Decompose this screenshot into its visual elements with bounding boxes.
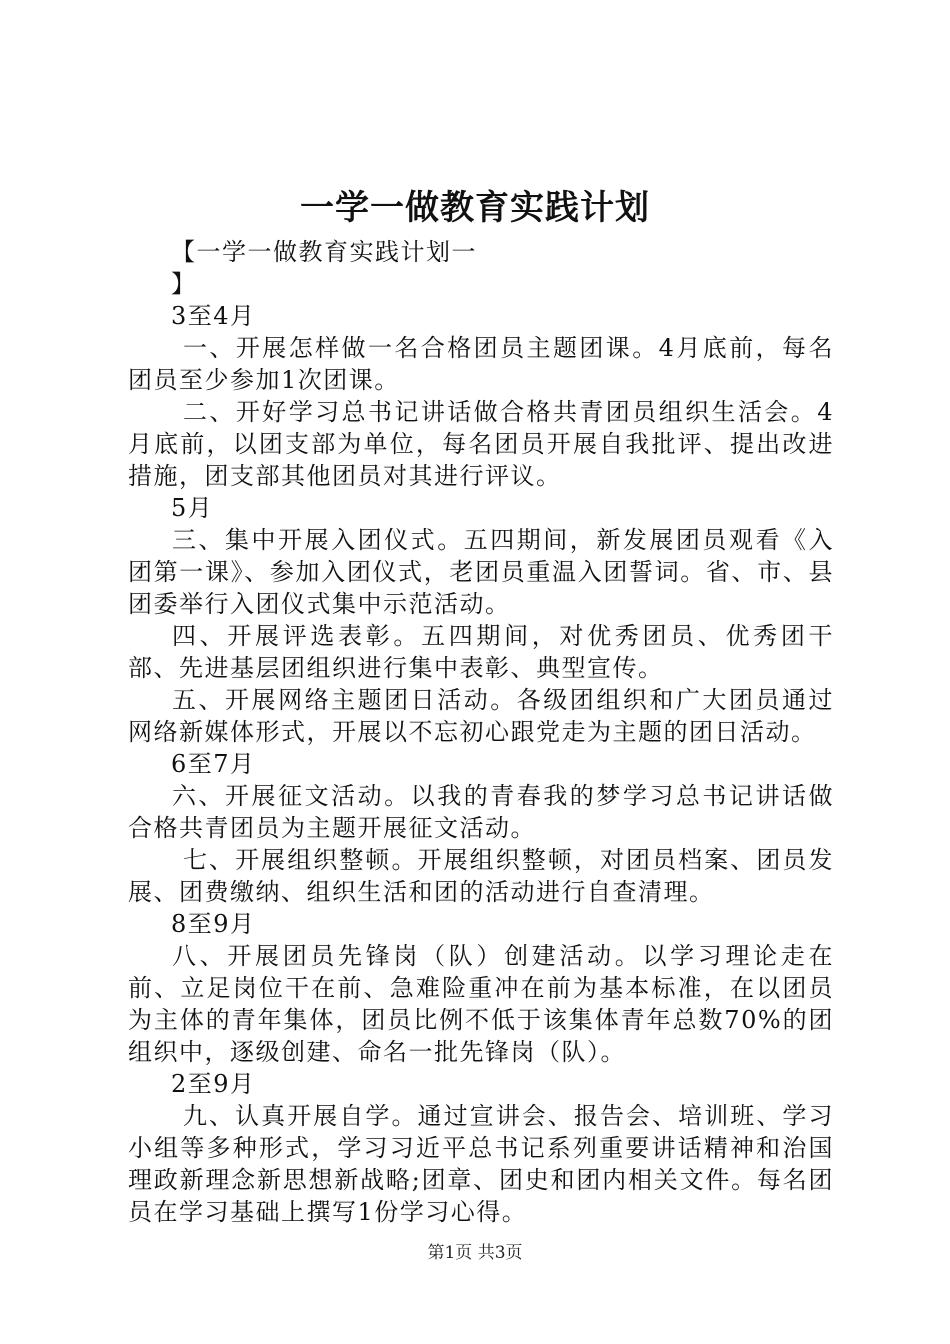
- paragraph: 九、认真开展自学。通过宣讲会、报告会、培训班、学习小组等多种形式，学习习近平总书记系列重要讲话精神和治国理政新理念新思想新战略;团章、团史和团内相关文件。每名团员在学习基础上撰写1份学习心得。: [128, 1102, 834, 1226]
- section-heading: 8至9月: [171, 910, 256, 938]
- subtitle-line: 【一学一做教育实践计划一: [171, 238, 477, 266]
- page-footer: 第1页 共3页: [427, 1243, 523, 1263]
- section-heading: 5月: [171, 494, 214, 522]
- paragraph: 七、开展组织整顿。开展组织整顿，对团员档案、团员发展、团费缴纳、组织生活和团的活动进行自查清理。: [128, 846, 834, 906]
- paragraph: 四、开展评选表彰。五四期间，对优秀团员、优秀团干部、先进基层团组织进行集中表彰、典型宣传。: [128, 622, 834, 682]
- document-body: [128, 236, 834, 1228]
- paragraph: 八、开展团员先锋岗（队）创建活动。以学习理论走在前、立足岗位干在前、急难险重冲在前为基本标准，在以团员为主体的青年集体，团员比例不低于该集体青年总数70%的团组织中，逐级创建、命名一批先锋岗（队）。: [128, 942, 834, 1066]
- section-heading: 3至4月: [171, 302, 256, 330]
- section-heading: 6至7月: [171, 750, 256, 778]
- paragraph: 三、集中开展入团仪式。五四期间，新发展团员观看《入团第一课》、参加入团仪式，老团员重温入团誓词。省、市、县团委举行入团仪式集中示范活动。: [128, 526, 834, 618]
- paragraph: 二、开好学习总书记讲话做合格共青团员组织生活会。4月底前，以团支部为单位，每名团员开展自我批评、提出改进措施，团支部其他团员对其进行评议。: [128, 398, 834, 490]
- subtitle-line: 】: [171, 270, 197, 298]
- document-title: 一学一做教育实践计划: [300, 188, 650, 228]
- paragraph: 一、开展怎样做一名合格团员主题团课。4月底前，每名团员至少参加1次团课。: [128, 334, 834, 394]
- paragraph: 六、开展征文活动。以我的青春我的梦学习总书记讲话做合格共青团员为主题开展征文活动。: [128, 782, 834, 842]
- paragraph: 五、开展网络主题团日活动。各级团组织和广大团员通过网络新媒体形式，开展以不忘初心跟党走为主题的团日活动。: [128, 686, 834, 746]
- section-heading: 2至9月: [171, 1070, 256, 1098]
